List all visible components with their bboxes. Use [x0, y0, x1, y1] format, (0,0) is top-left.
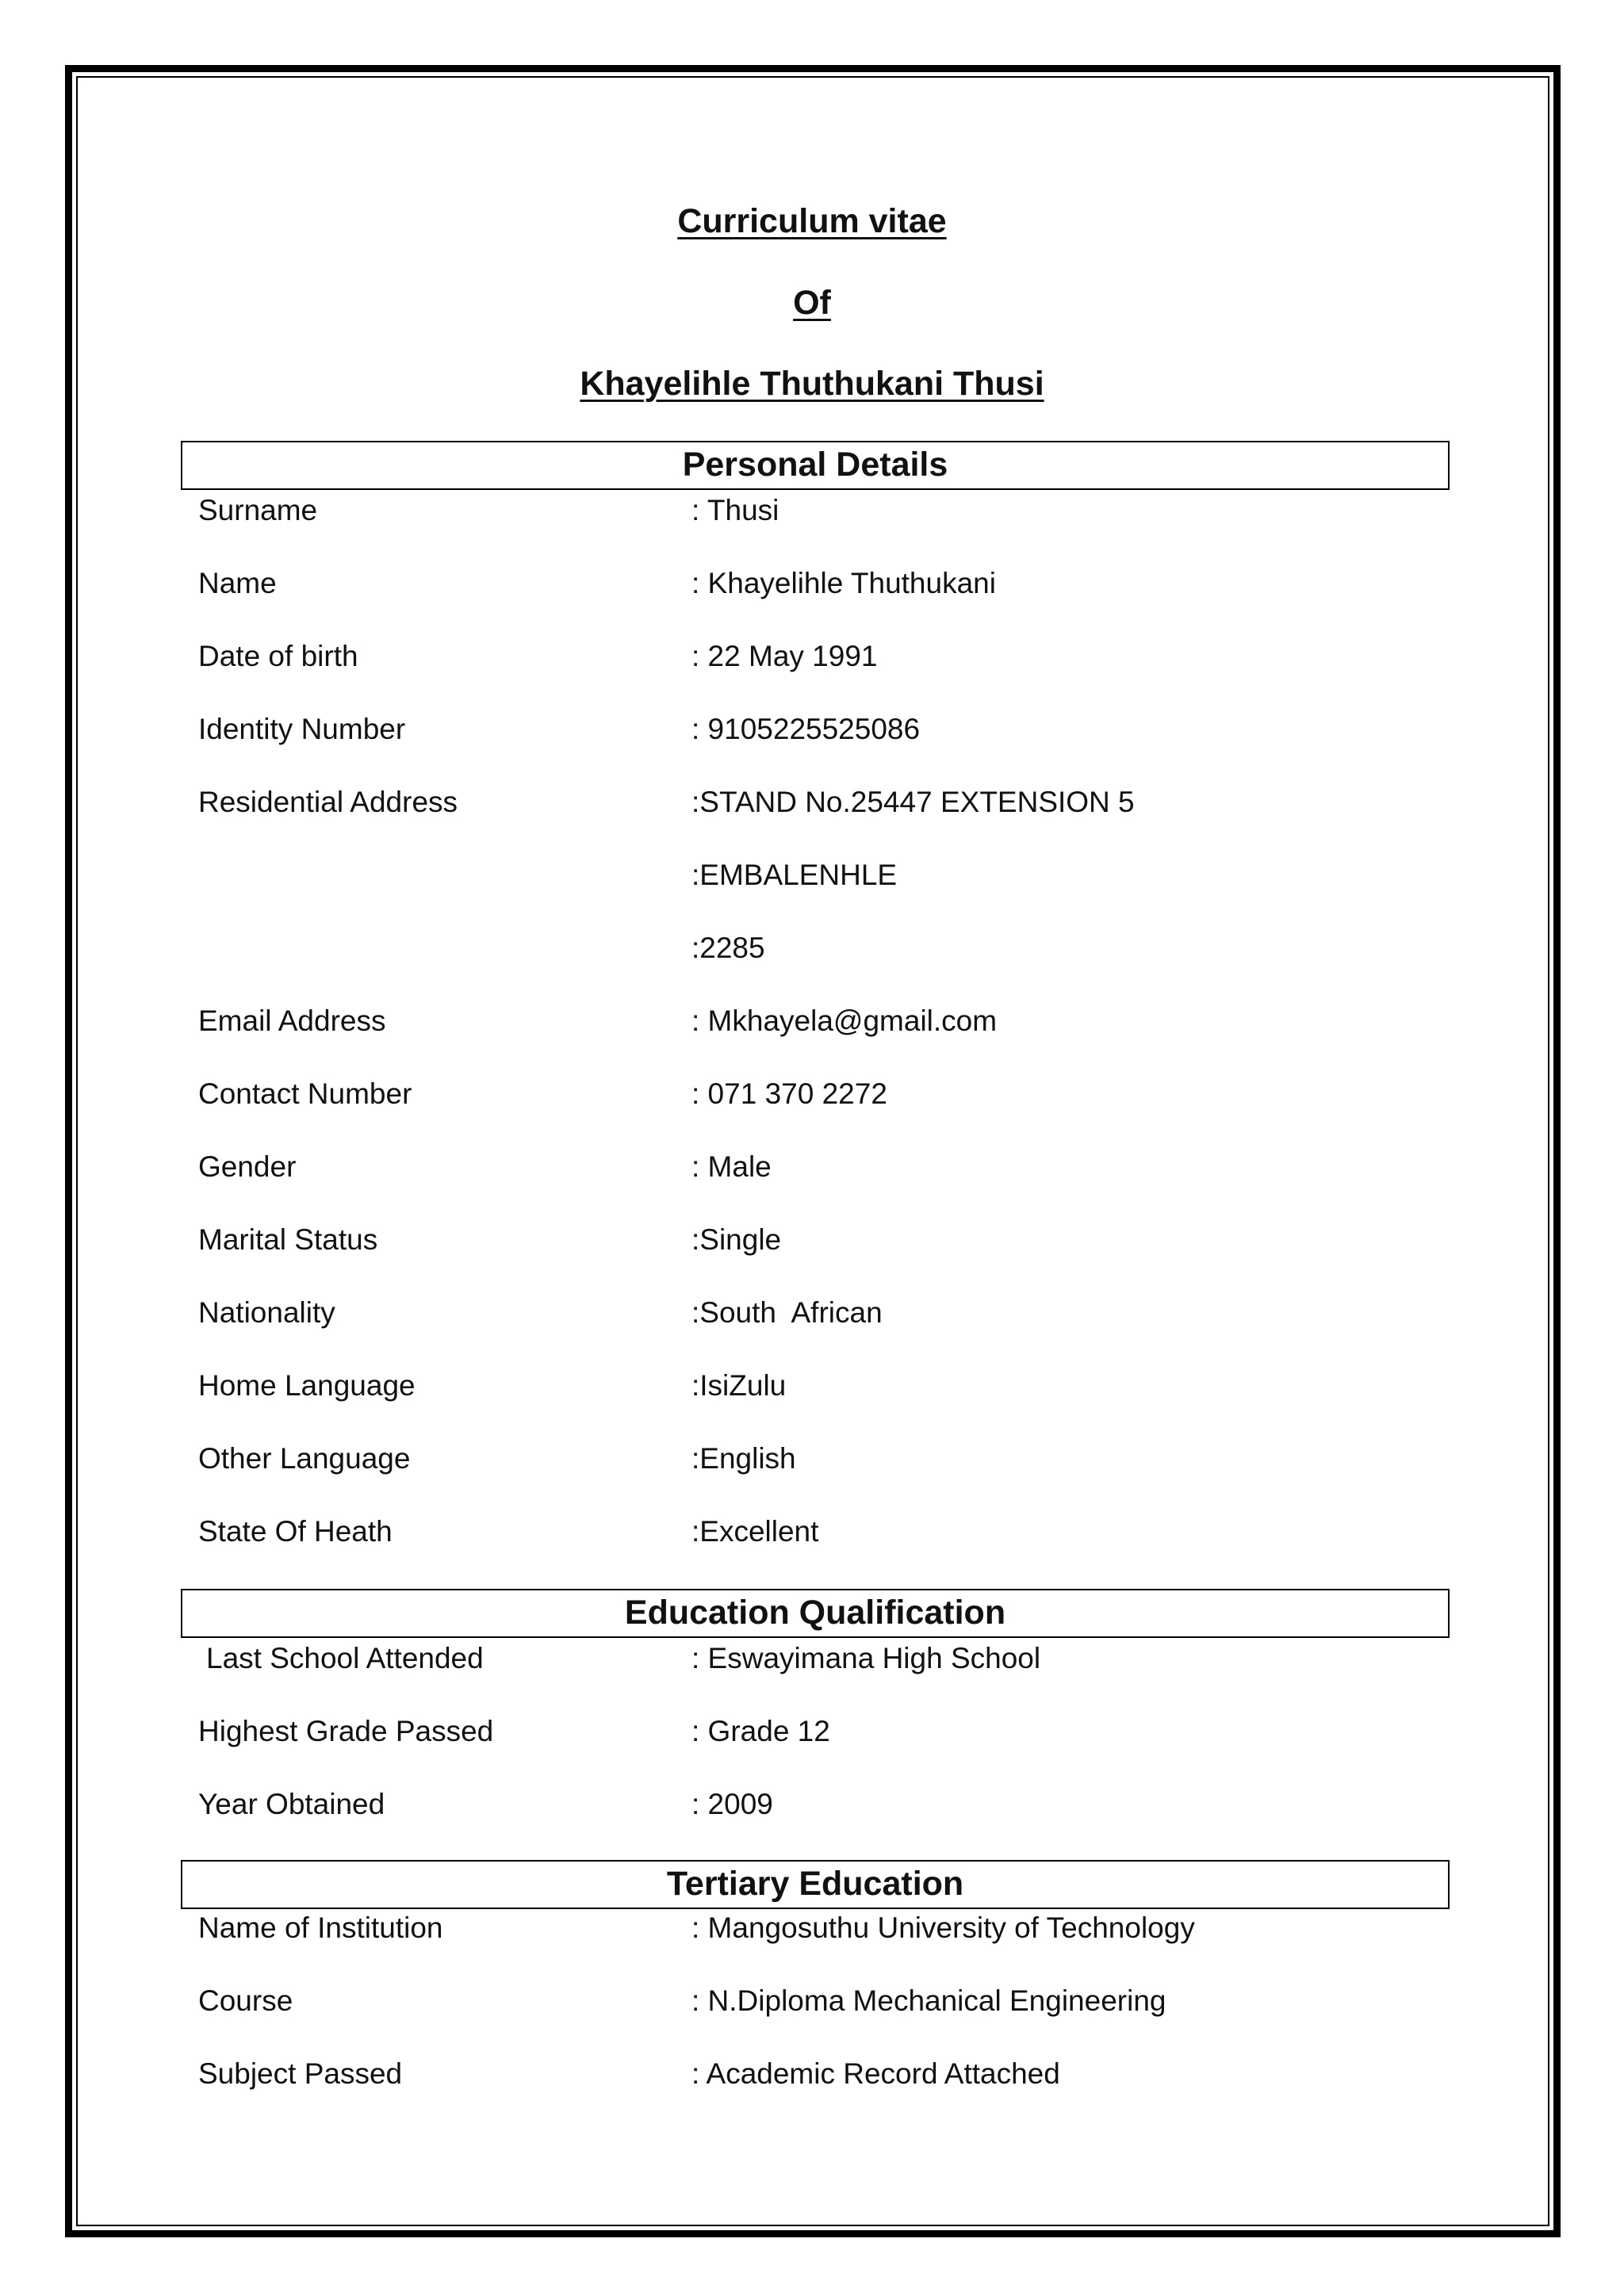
field-label: Name	[198, 567, 277, 599]
field-value: : Thusi	[691, 494, 779, 526]
field-value: :IsiZulu	[691, 1369, 787, 1402]
field-value: : 071 370 2272	[691, 1077, 887, 1110]
field-label: Name of Institution	[198, 1911, 443, 1944]
field-label: Residential Address	[198, 786, 458, 818]
field-value: : Eswayimana High School	[691, 1642, 1041, 1674]
section-heading-education: Education Qualification	[181, 1589, 1450, 1638]
field-label: Surname	[198, 494, 318, 526]
field-value: : N.Diploma Mechanical Engineering	[691, 1984, 1166, 2017]
field-label: Email Address	[198, 1004, 386, 1037]
field-label: Last School Attended	[206, 1642, 484, 1674]
field-label: Gender	[198, 1150, 297, 1183]
field-value: : Mkhayela@gmail.com	[691, 1004, 998, 1037]
field-label: Course	[198, 1984, 293, 2017]
field-value: :2285	[691, 932, 765, 964]
field-label: State Of Heath	[198, 1515, 393, 1548]
field-label: Contact Number	[198, 1077, 412, 1110]
field-value: :EMBALENHLE	[691, 859, 898, 891]
section-heading-personal-details: Personal Details	[181, 441, 1450, 490]
field-label: Identity Number	[198, 713, 406, 745]
field-label: Nationality	[198, 1296, 335, 1329]
field-label: Marital Status	[198, 1223, 378, 1256]
field-label: Date of birth	[198, 640, 358, 672]
field-value: :STAND No.25447 EXTENSION 5	[691, 786, 1135, 818]
field-value: :English	[691, 1442, 796, 1475]
field-value: : Mangosuthu University of Technology	[691, 1911, 1195, 1944]
document-title: Curriculum vitae	[677, 202, 947, 240]
document-title-of: Of	[793, 284, 831, 322]
section-heading-tertiary: Tertiary Education	[181, 1860, 1450, 1909]
field-value: : Academic Record Attached	[691, 2057, 1060, 2090]
field-value: : 9105225525086	[691, 713, 921, 745]
field-value: :South African	[691, 1296, 883, 1329]
field-value: : Khayelihle Thuthukani	[691, 567, 996, 599]
field-label: Subject Passed	[198, 2057, 403, 2090]
field-value: : 22 May 1991	[691, 640, 878, 672]
field-value: : 2009	[691, 1788, 773, 1820]
field-value: :Excellent	[691, 1515, 819, 1548]
field-value: : Male	[691, 1150, 772, 1183]
field-label: Home Language	[198, 1369, 416, 1402]
field-label: Other Language	[198, 1442, 411, 1475]
field-value: :Single	[691, 1223, 782, 1256]
field-value: : Grade 12	[691, 1715, 830, 1747]
field-label: Year Obtained	[198, 1788, 385, 1820]
document-title-name: Khayelihle Thuthukani Thusi	[580, 365, 1044, 403]
field-label: Highest Grade Passed	[198, 1715, 494, 1747]
